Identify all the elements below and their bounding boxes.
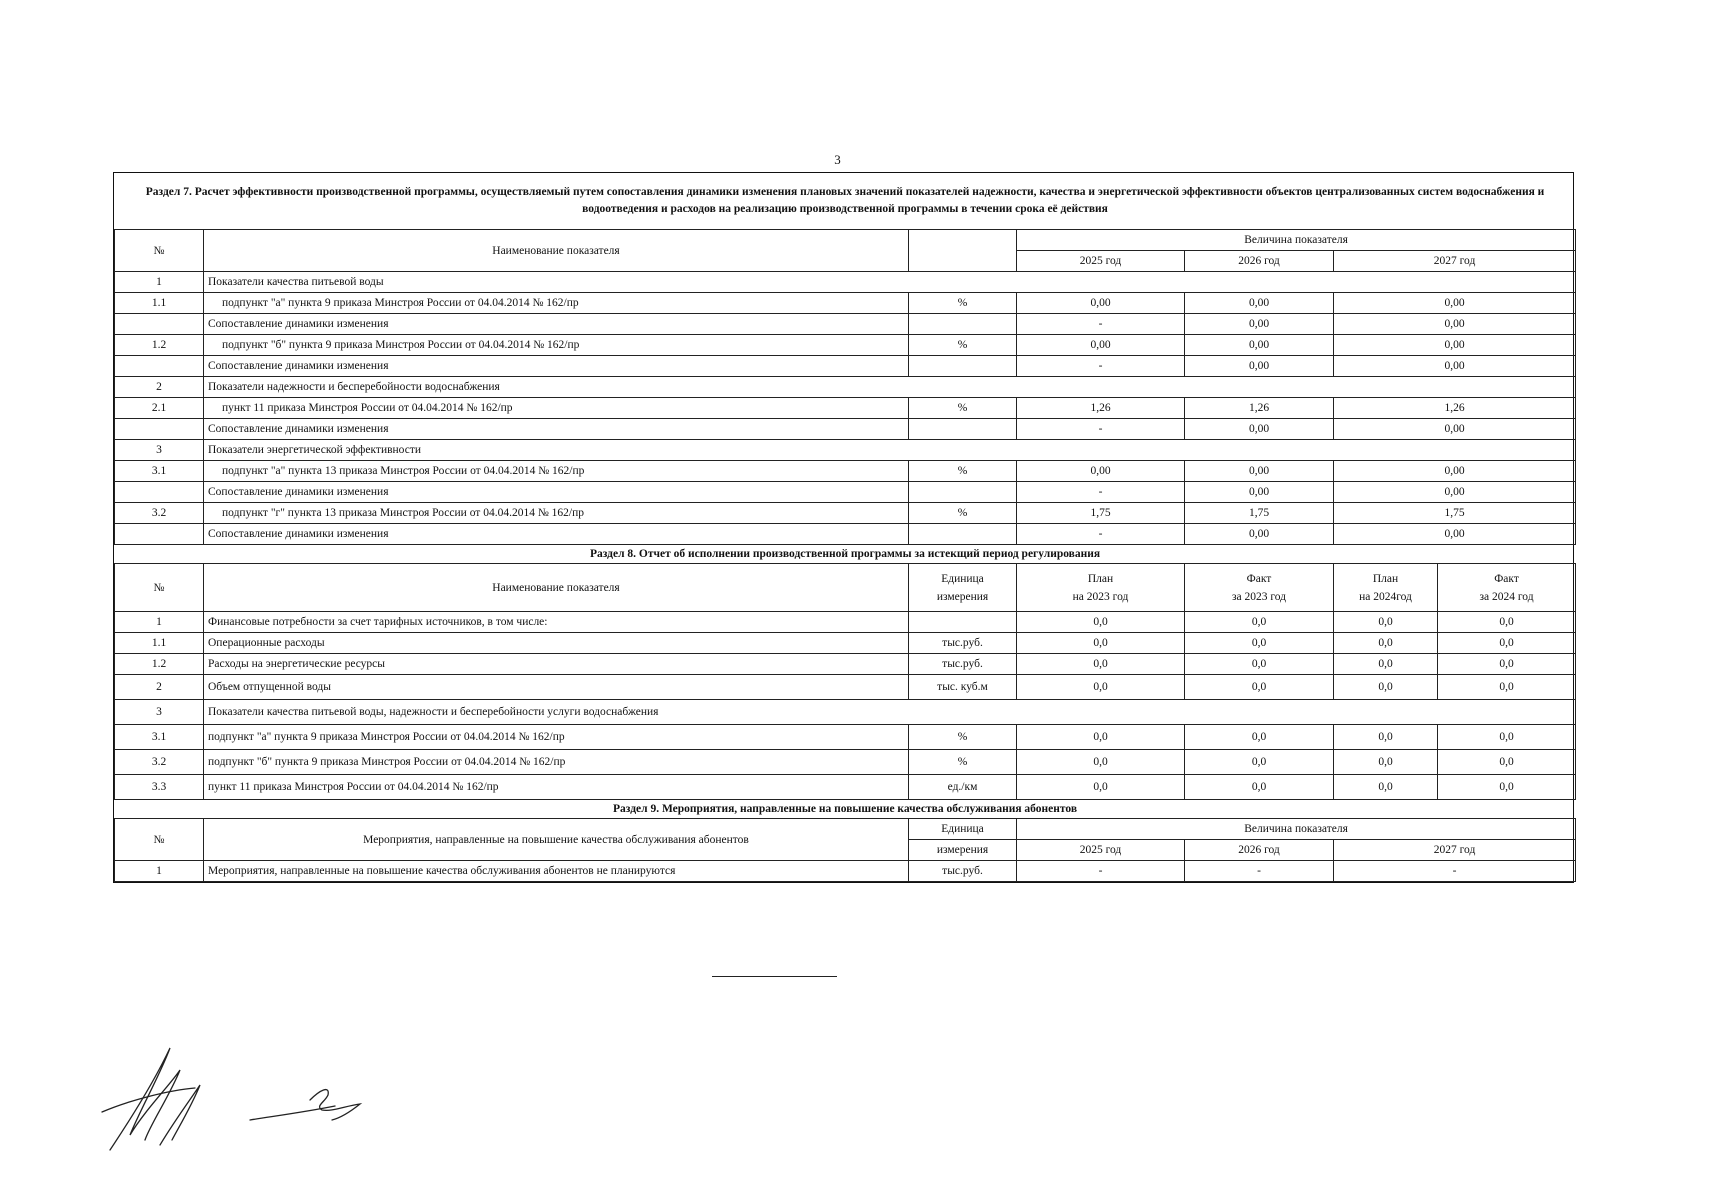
row-num: 3.2 (115, 503, 204, 524)
row-value-2027: 0,00 (1334, 524, 1576, 545)
table-row (115, 633, 1576, 654)
row-value-2027: 0,00 (1334, 419, 1576, 440)
row-fact-2023: 0,0 (1185, 633, 1334, 654)
table-row (115, 293, 1576, 314)
row-unit (909, 524, 1017, 545)
row-unit: % (909, 725, 1017, 750)
row-fact-2023: 0,0 (1185, 675, 1334, 700)
row-value-2025: - (1017, 861, 1185, 882)
row-plan-2023: 0,0 (1017, 725, 1185, 750)
row-unit: % (909, 750, 1017, 775)
section8-title-row (115, 545, 1576, 564)
row-unit: тыс.руб. (909, 861, 1017, 882)
row-name: подпункт "а" пункта 9 приказа Минстроя России от 04.04.2014 № 162/пр (204, 293, 909, 314)
page-number: 3 (834, 152, 841, 167)
row-value-2027: 1,75 (1334, 503, 1576, 524)
row-name: Финансовые потребности за счет тарифных источников, в том числе: (204, 612, 909, 633)
row-num: 3.1 (115, 461, 204, 482)
row-value-2025: - (1017, 524, 1185, 545)
table-row (115, 377, 1576, 398)
row-num: 1.1 (115, 633, 204, 654)
row-num (115, 314, 204, 335)
row-plan-2024: 0,0 (1334, 654, 1438, 675)
section9-title: Раздел 9. Мероприятия, направленные на повышение качества обслуживания абонентов (115, 800, 1576, 819)
col-header-2025: 2025 год (1017, 251, 1185, 272)
table-row (115, 482, 1576, 503)
row-fact-2024: 0,0 (1438, 725, 1576, 750)
row-name: пункт 11 приказа Минстроя России от 04.04.2014 № 162/пр (204, 398, 909, 419)
table-row (115, 524, 1576, 545)
table-row (115, 440, 1576, 461)
row-name: Сопоставление динамики изменения (204, 482, 909, 503)
section9-header-row (115, 819, 1576, 840)
section8-title: Раздел 8. Отчет об исполнении производственной программы за истекщий период регулирования (115, 545, 1576, 564)
row-name: подпункт "а" пункта 9 приказа Минстроя России от 04.04.2014 № 162/пр (204, 725, 909, 750)
row-value-2027: 0,00 (1334, 356, 1576, 377)
row-unit: тыс. куб.м (909, 675, 1017, 700)
row-num: 1.1 (115, 293, 204, 314)
row-unit: % (909, 398, 1017, 419)
row-unit (909, 482, 1017, 503)
row-unit: % (909, 293, 1017, 314)
row-num: 1 (115, 861, 204, 882)
table-row (115, 775, 1576, 800)
row-num: 1 (115, 612, 204, 633)
handwritten-signature (100, 1040, 390, 1160)
col-header-name: Наименование показателя (204, 564, 909, 612)
row-fact-2023: 0,0 (1185, 654, 1334, 675)
col-header-num: № (115, 230, 204, 272)
col-header-unit-line2: измерения (909, 840, 1017, 861)
table-row (115, 356, 1576, 377)
row-value-2027: 0,00 (1334, 482, 1576, 503)
row-value-2026: 0,00 (1185, 335, 1334, 356)
report-sheet (113, 172, 1574, 883)
report-table (114, 173, 1576, 882)
row-value-2025: - (1017, 482, 1185, 503)
col-header-plan-2024-line1: План (1372, 572, 1399, 585)
col-header-num: № (115, 564, 204, 612)
row-value-2026: 0,00 (1185, 419, 1334, 440)
row-value-2026: 0,00 (1185, 482, 1334, 503)
row-name: подпункт "б" пункта 9 приказа Минстроя России от 04.04.2014 № 162/пр (204, 750, 909, 775)
row-value-2027: 0,00 (1334, 293, 1576, 314)
row-value-2025: - (1017, 419, 1185, 440)
section8-header-row (115, 564, 1576, 612)
row-value-2027: - (1334, 861, 1576, 882)
row-num: 2 (115, 377, 204, 398)
col-header-2027: 2027 год (1334, 840, 1576, 861)
table-row (115, 398, 1576, 419)
col-header-fact-2023 (1185, 564, 1334, 612)
row-value-2025: 1,75 (1017, 503, 1185, 524)
row-value-2027: 0,00 (1334, 335, 1576, 356)
col-header-unit-line1: Единица (909, 819, 1017, 840)
col-header-fact-2024-line1: Факт (1494, 572, 1519, 585)
row-num: 1.2 (115, 654, 204, 675)
row-unit: тыс.руб. (909, 654, 1017, 675)
row-name: подпункт "г" пункта 13 приказа Минстроя России от 04.04.2014 № 162/пр (204, 503, 909, 524)
row-fact-2024: 0,0 (1438, 612, 1576, 633)
col-header-2027: 2027 год (1334, 251, 1576, 272)
table-row (115, 461, 1576, 482)
row-name: подпункт "б" пункта 9 приказа Минстроя России от 04.04.2014 № 162/пр (204, 335, 909, 356)
row-value-2025: 0,00 (1017, 461, 1185, 482)
row-name: Мероприятия, направленные на повышение качества обслуживания абонентов не планируются (204, 861, 909, 882)
row-num (115, 356, 204, 377)
row-group-name: Показатели качества питьевой воды (204, 272, 1576, 293)
row-unit (909, 356, 1017, 377)
row-name: пункт 11 приказа Минстроя России от 04.04.2014 № 162/пр (204, 775, 909, 800)
table-row (115, 675, 1576, 700)
col-header-unit (909, 564, 1017, 612)
row-value-2026: 0,00 (1185, 293, 1334, 314)
separator-line (712, 976, 837, 977)
table-row (115, 335, 1576, 356)
col-header-fact-2024-line2: за 2024 год (1479, 590, 1534, 603)
row-num: 3 (115, 440, 204, 461)
row-value-2026: - (1185, 861, 1334, 882)
col-header-2026: 2026 год (1185, 251, 1334, 272)
table-row (115, 503, 1576, 524)
row-value-2026: 0,00 (1185, 524, 1334, 545)
section7-title-row (115, 173, 1576, 230)
table-row (115, 861, 1576, 882)
row-value-2027: 1,26 (1334, 398, 1576, 419)
table-row (115, 612, 1576, 633)
col-header-name: Мероприятия, направленные на повышение качества обслуживания абонентов (204, 819, 909, 861)
row-fact-2024: 0,0 (1438, 633, 1576, 654)
row-num: 3.3 (115, 775, 204, 800)
row-plan-2023: 0,0 (1017, 654, 1185, 675)
row-unit: ед./км (909, 775, 1017, 800)
row-plan-2024: 0,0 (1334, 750, 1438, 775)
row-value-2027: 0,00 (1334, 461, 1576, 482)
row-value-2026: 0,00 (1185, 461, 1334, 482)
row-unit (909, 314, 1017, 335)
row-unit: % (909, 503, 1017, 524)
col-header-fact-2024 (1438, 564, 1576, 612)
row-name: Сопоставление динамики изменения (204, 356, 909, 377)
row-plan-2023: 0,0 (1017, 675, 1185, 700)
section7-title: Раздел 7. Расчет эффективности производственной программы, осуществляемый путем сопоставления динамики изменения плановых значений показателей надежности, качества и энергетической эффективности объектов централизованных систем водоснабжения и водоотведения и расходов на реализацию производственной программы в течении срока её действия (115, 173, 1576, 230)
row-name: Сопоставление динамики изменения (204, 314, 909, 335)
row-value-2025: - (1017, 356, 1185, 377)
row-num: 1.2 (115, 335, 204, 356)
row-num: 3.1 (115, 725, 204, 750)
row-name: подпункт "а" пункта 13 приказа Минстроя России от 04.04.2014 № 162/пр (204, 461, 909, 482)
row-fact-2024: 0,0 (1438, 675, 1576, 700)
row-fact-2023: 0,0 (1185, 750, 1334, 775)
row-plan-2023: 0,0 (1017, 633, 1185, 654)
row-name: Операционные расходы (204, 633, 909, 654)
row-value-2025: 1,26 (1017, 398, 1185, 419)
row-num (115, 524, 204, 545)
row-group-name: Показатели надежности и бесперебойности водоснабжения (204, 377, 1576, 398)
col-header-fact-2023-line2: за 2023 год (1231, 590, 1287, 603)
row-value-2026: 0,00 (1185, 356, 1334, 377)
row-group-name: Показатели энергетической эффективности (204, 440, 1576, 461)
row-value-2026: 0,00 (1185, 314, 1334, 335)
row-unit (909, 612, 1017, 633)
row-plan-2024: 0,0 (1334, 633, 1438, 654)
row-value-2025: 0,00 (1017, 335, 1185, 356)
table-row (115, 314, 1576, 335)
row-num (115, 482, 204, 503)
row-fact-2024: 0,0 (1438, 775, 1576, 800)
row-value-2027: 0,00 (1334, 314, 1576, 335)
col-header-unit-line1: Единица (941, 572, 984, 585)
row-fact-2023: 0,0 (1185, 725, 1334, 750)
col-header-plan-2024 (1334, 564, 1438, 612)
col-header-plan-2023-line1: План (1087, 572, 1114, 585)
row-unit: % (909, 461, 1017, 482)
table-row (115, 419, 1576, 440)
table-row (115, 750, 1576, 775)
row-name: Объем отпущенной воды (204, 675, 909, 700)
col-header-name: Наименование показателя (204, 230, 909, 272)
row-name: Сопоставление динамики изменения (204, 419, 909, 440)
row-unit: тыс.руб. (909, 633, 1017, 654)
col-header-value: Величина показателя (1017, 819, 1576, 840)
row-num: 2.1 (115, 398, 204, 419)
section7-header-row (115, 230, 1576, 251)
row-fact-2023: 0,0 (1185, 775, 1334, 800)
table-row (115, 700, 1576, 725)
row-unit: % (909, 335, 1017, 356)
col-header-unit-line2: измерения (936, 590, 989, 603)
row-group-name: Показатели качества питьевой воды, надежности и бесперебойности услуги водоснабжения (204, 700, 1576, 725)
col-header-plan-2023-line2: на 2023 год (1072, 590, 1129, 603)
row-plan-2023: 0,0 (1017, 775, 1185, 800)
table-row (115, 654, 1576, 675)
row-num: 3.2 (115, 750, 204, 775)
row-plan-2023: 0,0 (1017, 750, 1185, 775)
row-plan-2024: 0,0 (1334, 612, 1438, 633)
table-row (115, 725, 1576, 750)
table-row (115, 272, 1576, 293)
row-fact-2024: 0,0 (1438, 750, 1576, 775)
col-header-2025: 2025 год (1017, 840, 1185, 861)
row-plan-2023: 0,0 (1017, 612, 1185, 633)
row-name: Сопоставление динамики изменения (204, 524, 909, 545)
section9-title-row (115, 800, 1576, 819)
row-unit (909, 419, 1017, 440)
col-header-unit (909, 230, 1017, 272)
col-header-fact-2023-line1: Факт (1246, 572, 1272, 585)
col-header-plan-2023 (1017, 564, 1185, 612)
row-fact-2024: 0,0 (1438, 654, 1576, 675)
row-plan-2024: 0,0 (1334, 775, 1438, 800)
row-name: Расходы на энергетические ресурсы (204, 654, 909, 675)
row-plan-2024: 0,0 (1334, 675, 1438, 700)
row-num: 2 (115, 675, 204, 700)
row-fact-2023: 0,0 (1185, 612, 1334, 633)
row-num (115, 419, 204, 440)
row-value-2025: - (1017, 314, 1185, 335)
row-value-2025: 0,00 (1017, 293, 1185, 314)
row-value-2026: 1,75 (1185, 503, 1334, 524)
col-header-plan-2024-line2: на 2024год (1359, 590, 1412, 603)
col-header-num: № (115, 819, 204, 861)
col-header-2026: 2026 год (1185, 840, 1334, 861)
row-plan-2024: 0,0 (1334, 725, 1438, 750)
col-header-value: Величина показателя (1017, 230, 1576, 251)
row-num: 3 (115, 700, 204, 725)
row-num: 1 (115, 272, 204, 293)
row-value-2026: 1,26 (1185, 398, 1334, 419)
